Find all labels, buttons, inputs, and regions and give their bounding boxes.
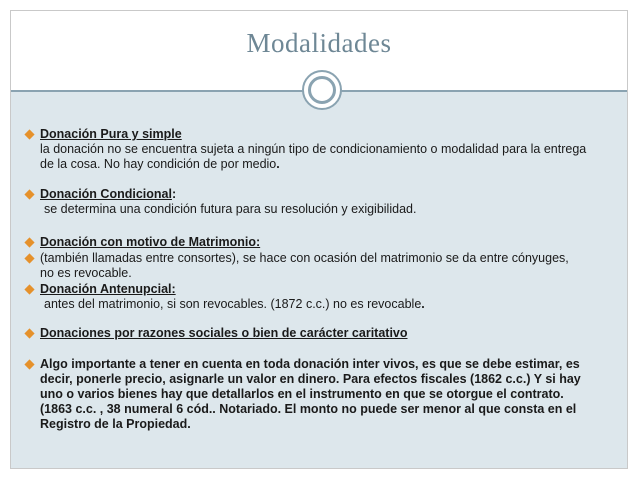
item-text: se determina una condición futura para su resolución y exigibilidad. <box>44 202 417 216</box>
list-item-importante <box>40 357 585 432</box>
item-heading: Donación Antenupcial: <box>40 282 176 296</box>
item-heading: Donación con motivo de Matrimonio: <box>40 235 261 249</box>
item-text: Algo importante a tener en cuenta en toda donación inter vivos, es que se debe estimar, es decir, ponerle precio, asignarle un valor en dinero. Para efectos fiscales (1862 c.c.) Y si hay uno o varios bienes hay que detallarlos en el instrumento en que se otorgue el contrato. (1863 c.c. , 38 numeral 6 cód.. Notariado. El monto no puede ser menor al que consta en el Registro de la Propiedad. <box>40 357 581 431</box>
list-item-consortes <box>40 251 580 281</box>
item-heading: Donación Pura y simple <box>40 127 182 141</box>
list-item-sociales <box>40 326 600 341</box>
list-item-condicional <box>40 187 600 217</box>
item-end: . <box>276 157 280 171</box>
decorative-ring-icon <box>308 76 336 104</box>
item-text: antes del matrimonio, si son revocables. (1872 c.c.) no es revocable <box>44 297 422 311</box>
item-end: . <box>421 297 425 311</box>
list-item-matrimonio <box>40 235 600 250</box>
item-text: (también llamadas entre consortes), se hace con ocasión del matrimonio se da entre cónyuges, no es revocable. <box>40 251 569 280</box>
item-heading: Donación Condicional <box>40 187 172 201</box>
item-text: la donación no se encuentra sujeta a ningún tipo de condicionamiento o modalidad para la entrega de la cosa. No hay condición de por medio <box>40 142 587 171</box>
list-item-antenupcial <box>40 282 600 312</box>
slide-title: Modalidades <box>246 28 392 58</box>
item-heading: Donaciones por razones sociales o bien de carácter caritativo <box>40 326 408 340</box>
list-item-pura <box>40 127 600 172</box>
item-heading-suffix: : <box>171 187 177 201</box>
